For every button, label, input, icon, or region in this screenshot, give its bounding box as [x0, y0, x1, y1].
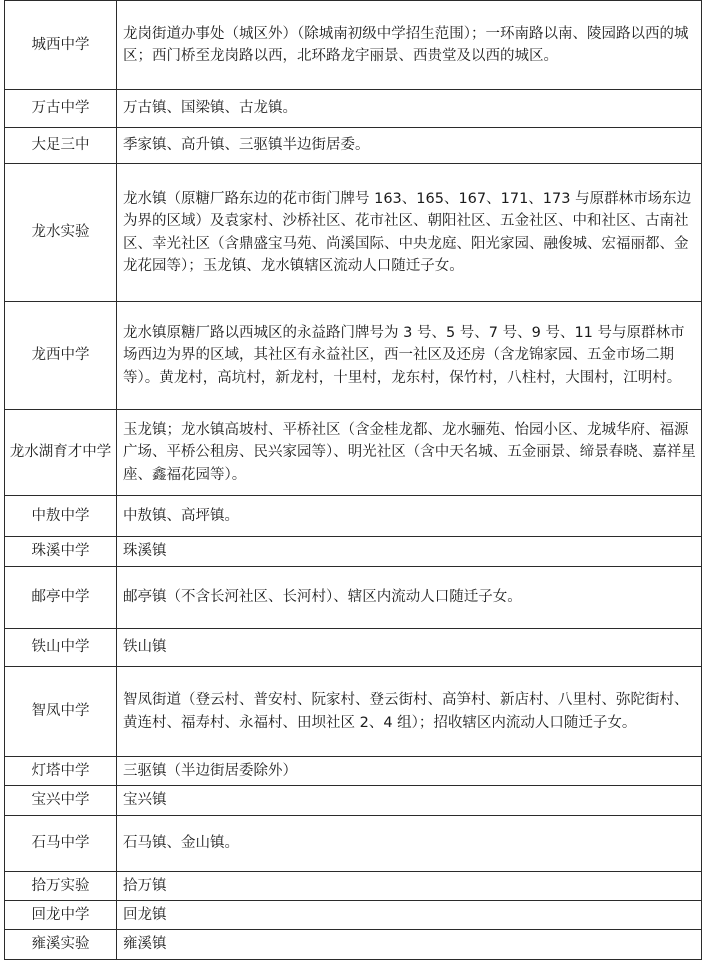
table-row	[5, 302, 702, 410]
table-row	[5, 667, 702, 757]
enrollment-area: 三驱镇（半边街居委除外）	[117, 757, 702, 786]
school-name: 大足三中	[5, 128, 117, 164]
table-row	[5, 90, 702, 128]
school-name: 智凤中学	[5, 667, 117, 757]
enrollment-area: 石马镇、金山镇。	[117, 816, 702, 872]
enrollment-area: 宝兴镇	[117, 786, 702, 816]
school-name: 雍溪实验	[5, 930, 117, 960]
school-name: 邮亭中学	[5, 567, 117, 629]
enrollment-area: 珠溪镇	[117, 537, 702, 567]
enrollment-zone-table	[4, 0, 702, 960]
school-name: 万古中学	[5, 90, 117, 128]
table-row	[5, 1, 702, 90]
table-row	[5, 930, 702, 960]
table-row	[5, 537, 702, 567]
school-name: 中敖中学	[5, 496, 117, 537]
table-row	[5, 164, 702, 302]
enrollment-area: 龙水镇原糖厂路以西城区的永益路门牌号为 3 号、5 号、7 号、9 号、11 号与原群林市场西边为界的区域，其社区有永益社区，西一社区及还房（含龙锦家园、五金市场二期等）。黄龙村，高坑村，新龙村，十里村，龙东村，保竹村，八柱村，大围村，江明村。	[117, 302, 702, 410]
enrollment-area: 玉龙镇；龙水镇高坡村、平桥社区（含金桂龙都、龙水骊苑、怡园小区、龙城华府、福源广场、平桥公租房、民兴家园等）、明光社区（含中天名城、五金丽景、缔景春晓、嘉祥星座、鑫福花园等）。	[117, 410, 702, 496]
table-row	[5, 410, 702, 496]
table-row	[5, 128, 702, 164]
enrollment-area: 龙水镇（原糖厂路东边的花市街门牌号 163、165、167、171、173 与原群林市场东边为界的区域）及袁家村、沙桥社区、花市社区、朝阳社区、五金社区、中和社区、古南社区、幸光社区（含鼎盛宝马苑、尚溪国际、中央龙庭、阳光家园、融俊城、宏福丽都、金龙花园等）；玉龙镇、龙水镇辖区流动人口随迁子女。	[117, 164, 702, 302]
school-name: 宝兴中学	[5, 786, 117, 816]
school-name: 城西中学	[5, 1, 117, 90]
school-name: 龙西中学	[5, 302, 117, 410]
school-name: 龙水实验	[5, 164, 117, 302]
table-row	[5, 901, 702, 930]
table-row	[5, 757, 702, 786]
enrollment-area: 季家镇、高升镇、三驱镇半边街居委。	[117, 128, 702, 164]
school-name: 石马中学	[5, 816, 117, 872]
school-name: 龙水湖育才中学	[5, 410, 117, 496]
table-row	[5, 567, 702, 629]
enrollment-area: 拾万镇	[117, 872, 702, 901]
table-row	[5, 786, 702, 816]
enrollment-area: 回龙镇	[117, 901, 702, 930]
enrollment-area: 邮亭镇（不含长河社区、长河村）、辖区内流动人口随迁子女。	[117, 567, 702, 629]
enrollment-area: 雍溪镇	[117, 930, 702, 960]
school-name: 回龙中学	[5, 901, 117, 930]
enrollment-area: 万古镇、国梁镇、古龙镇。	[117, 90, 702, 128]
enrollment-area: 中敖镇、高坪镇。	[117, 496, 702, 537]
school-name: 灯塔中学	[5, 757, 117, 786]
table-row	[5, 496, 702, 537]
enrollment-area: 龙岗街道办事处（城区外）（除城南初级中学招生范围）；一环南路以南、陵园路以西的城区；西门桥至龙岗路以西，北环路龙宇丽景、西贵堂及以西的城区。	[117, 1, 702, 90]
table-row	[5, 629, 702, 667]
table-row	[5, 872, 702, 901]
enrollment-area: 铁山镇	[117, 629, 702, 667]
table-row	[5, 816, 702, 872]
school-name: 铁山中学	[5, 629, 117, 667]
enrollment-area: 智凤街道（登云村、普安村、阮家村、登云街村、高笋村、新店村、八里村、弥陀街村、黄连村、福寿村、永福村、田坝社区 2、4 组）；招收辖区内流动人口随迁子女。	[117, 667, 702, 757]
school-name: 拾万实验	[5, 872, 117, 901]
school-name: 珠溪中学	[5, 537, 117, 567]
